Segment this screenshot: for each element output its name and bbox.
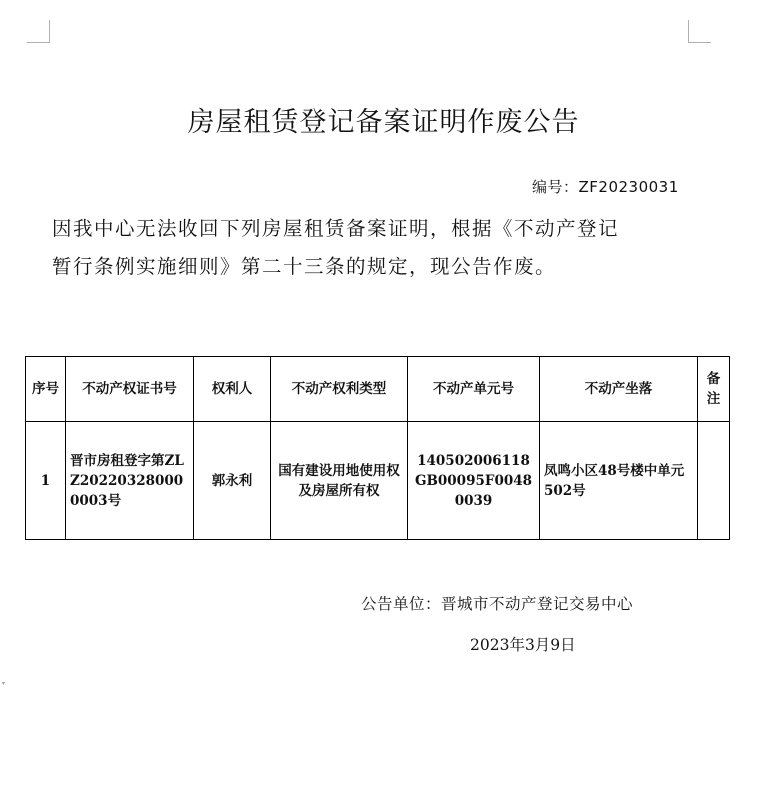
cell-cert-no: 晋市房租登字第ZLZ202203280000003号 bbox=[66, 422, 194, 540]
header-cert-no: 不动产权证书号 bbox=[66, 357, 194, 422]
header-holder: 权利人 bbox=[194, 357, 271, 422]
header-unit-no: 不动产单元号 bbox=[408, 357, 540, 422]
table-header-row bbox=[26, 357, 730, 422]
header-location: 不动产坐落 bbox=[540, 357, 698, 422]
cell-holder: 郭永利 bbox=[194, 422, 271, 540]
cell-remarks bbox=[698, 422, 730, 540]
issue-date: 2023年3月9日 bbox=[470, 636, 576, 654]
cell-seq: 1 bbox=[26, 422, 66, 540]
cell-right-type: 国有建设用地使用权及房屋所有权 bbox=[271, 422, 408, 540]
header-seq: 序号 bbox=[26, 357, 66, 422]
paragraph-line-1: 因我中心无法收回下列房屋租赁备案证明，根据《不动产登记 bbox=[52, 217, 620, 240]
announcement-paragraph bbox=[52, 210, 712, 286]
header-remarks: 备注 bbox=[698, 357, 730, 422]
document-number: 编号：ZF20230031 bbox=[532, 178, 679, 196]
document-title: 房屋租赁登记备案证明作废公告 bbox=[187, 107, 580, 139]
cell-unit-no: 140502006118GB00095F00480039 bbox=[408, 422, 540, 540]
paragraph-line-2: 暂行条例实施细则》第二十三条的规定，现公告作废。 bbox=[52, 255, 557, 278]
cell-location: 凤鸣小区48号楼中单元502号 bbox=[540, 422, 698, 540]
issuer-line: 公告单位：晋城市不动产登记交易中心 bbox=[361, 595, 634, 613]
table-row bbox=[26, 422, 730, 540]
registration-table bbox=[25, 356, 730, 540]
header-right-type: 不动产权利类型 bbox=[271, 357, 408, 422]
page-corner-mark-top-right bbox=[688, 20, 711, 43]
page-corner-mark-top-left bbox=[27, 20, 50, 43]
scroll-marker-icon: ▾ bbox=[2, 680, 6, 687]
